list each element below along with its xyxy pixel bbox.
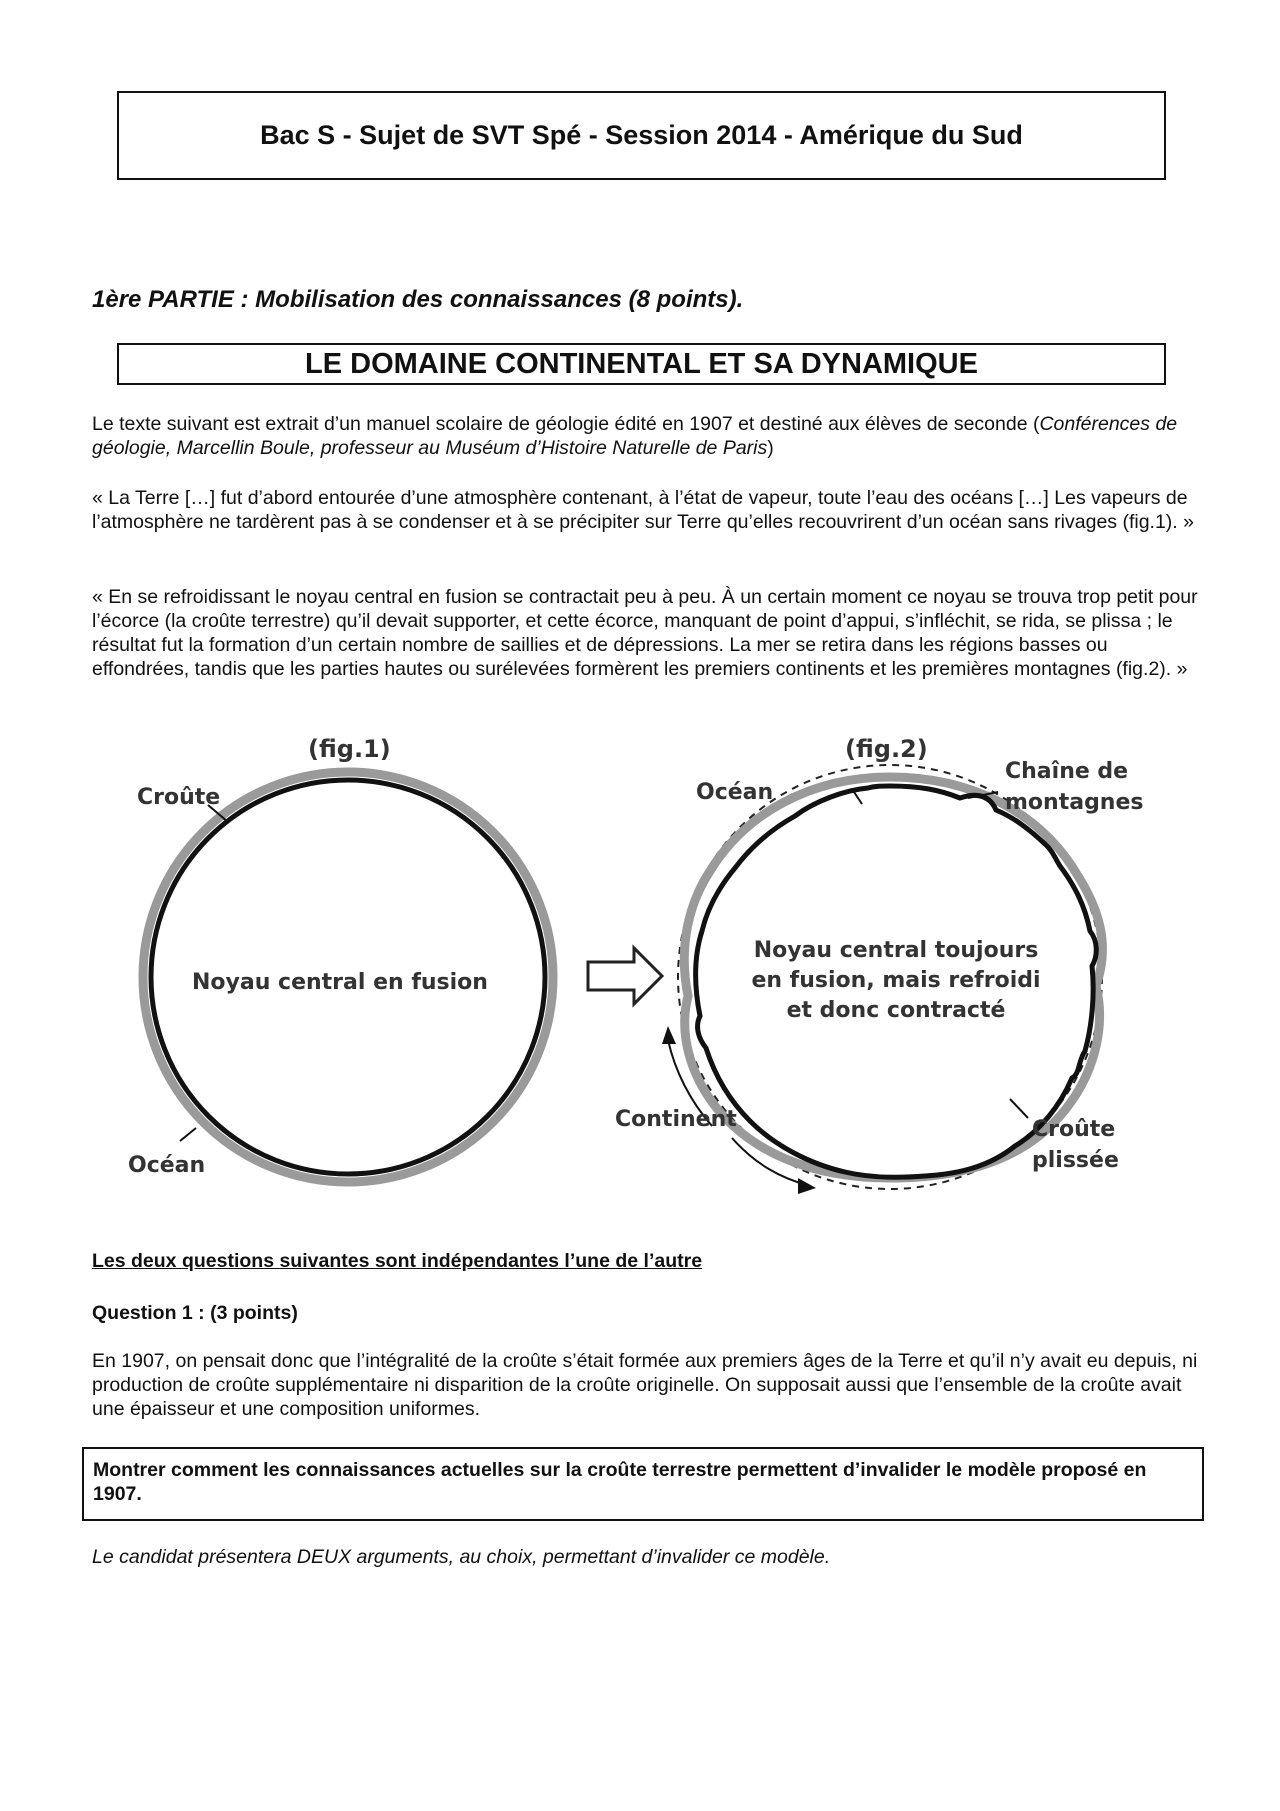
question-1-task: Montrer comment les connaissances actuelles sur la croûte terrestre permettent d’invalider le modèle proposé en 1907.: [93, 1459, 1147, 1505]
question-1-title: Question 1 : (3 points): [92, 1302, 298, 1324]
intro-text: Le texte suivant est extrait d’un manuel scolaire de géologie édité en 1907 et destiné aux élèves de seconde (: [92, 413, 1040, 435]
theme-box: [117, 343, 1166, 385]
document-title: Bac S - Sujet de SVT Spé - Session 2014 - Amérique du Sud: [260, 120, 1023, 150]
question-1-context: En 1907, on pensait donc que l’intégralité de la croûte s’était formée aux premiers âges de la Terre et qu’il n’y avait eu depuis, ni production de croûte supplémentaire ni disparition de la croûte originelle. On supposait aussi que l’ensemble de la croûte avait une épaisseur et une composition uniformes.: [92, 1350, 1198, 1420]
fig1: [128, 735, 553, 1182]
fig2-label-folded-2: plissée: [1032, 1148, 1119, 1173]
intro-source: Conférences de géologie, Marcellin Boule, professeur au Muséum d’Histoire Naturelle de Paris: [92, 413, 1178, 459]
theme-title: LE DOMAINE CONTINENTAL ET SA DYNAMIQUE: [305, 347, 978, 380]
fig1-label-core: Noyau central en fusion: [192, 970, 488, 995]
fig1-label-ocean: Océan: [128, 1153, 206, 1178]
fig2-label-core-1: Noyau central toujours: [753, 938, 1039, 963]
fig1-ocean-pointer: [180, 1128, 196, 1141]
header-box: [117, 91, 1166, 180]
fig2-label-core-3: et donc contracté: [786, 998, 1006, 1023]
intro-close: ): [767, 437, 774, 459]
fig2-label-mountains-1: Chaîne de: [1005, 759, 1129, 784]
question-1-task-box: [82, 1447, 1204, 1521]
fig1-label-crust: Croûte: [137, 785, 221, 810]
intro-paragraph: [92, 412, 1202, 460]
fig2-label-ocean: Océan: [696, 780, 774, 805]
quote-2: « En se refroidissant le noyau central en fusion se contractait peu à peu. À un certain moment ce noyau se trouva trop petit pour l’écorce (la croûte terrestre) qu’il devait supporter, et cette écorce, manquant de point d’appui, s’infléchit, se rida, se plissa ; le résultat fut la formation d’un certain nombre de saillies et de dépressions. La mer se retira dans les régions basses ou effondrées, tandis que les parties hautes ou surélevées formèrent les premiers continents et les premières montagnes (fig.2). »: [92, 586, 1198, 680]
fig2-label-mountains-2: montagnes: [1005, 790, 1144, 815]
fig2-label-core-2: en fusion, mais refroidi: [751, 968, 1041, 993]
fig2-label-folded-1: Croûte: [1032, 1117, 1116, 1142]
fig2: [615, 735, 1144, 1194]
continent-arrowhead-lower: [798, 1178, 816, 1194]
earth-model-figure: [110, 726, 1180, 1206]
part-title: 1ère PARTIE : Mobilisation des connaissances (8 points).: [92, 286, 744, 313]
questions-heading: Les deux questions suivantes sont indépendantes l’une de l’autre: [92, 1250, 703, 1272]
fig2-label-continent: Continent: [615, 1107, 737, 1132]
transition-arrow: [588, 948, 662, 1004]
continent-arrowhead-upper: [662, 1026, 676, 1044]
question-1-instruction: Le candidat présentera DEUX arguments, au choix, permettant d’invalider ce modèle.: [92, 1546, 831, 1568]
fig1-title: (fig.1): [308, 735, 391, 763]
quote-1: « La Terre […] fut d’abord entourée d’une atmosphère contenant, à l’état de vapeur, toute l’eau des océans […] Les vapeurs de l’atmosphère ne tardèrent pas à se condenser et à se précipiter sur Terre qu’elles recouvrirent d’un océan sans rivages (fig.1). »: [92, 487, 1194, 533]
fig2-title: (fig.2): [845, 735, 928, 763]
